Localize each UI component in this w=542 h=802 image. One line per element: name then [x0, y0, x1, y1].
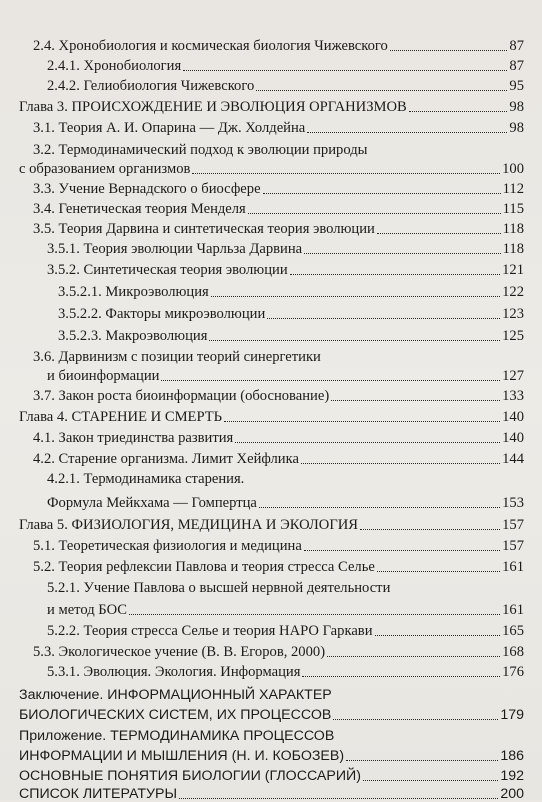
dot-leader [256, 90, 507, 91]
toc-entry-3-5-2-3 [58, 324, 524, 344]
toc-page-number: 100 [502, 161, 524, 177]
toc-title: 3.5. Теория Дарвина и синтетическая теория эволюции [33, 221, 375, 237]
toc-chapter-3 [19, 95, 524, 115]
toc-page-number: 118 [502, 221, 524, 237]
toc-conclusion [19, 703, 524, 723]
toc-title: 3.5.1. Теория эволюции Чарльза Дарвина [47, 241, 303, 257]
dot-leader [360, 529, 500, 530]
toc-title: 3.5.2.1. Микроэволюция [58, 284, 209, 300]
dot-leader [409, 111, 508, 112]
toc-page-number: 200 [500, 786, 524, 802]
dot-leader [304, 253, 501, 254]
dot-leader [333, 719, 498, 720]
toc-title: 2.4. Хронобиология и космическая биология Чижевского [33, 38, 388, 54]
toc-title: Глава 5. ФИЗИОЛОГИЯ, МЕДИЦИНА И ЭКОЛОГИЯ [19, 517, 359, 533]
dot-leader [301, 463, 500, 464]
dot-leader [375, 635, 501, 636]
toc-entry-3-5-2-2 [58, 302, 524, 322]
toc-conclusion-line1: Заключение. ИНФОРМАЦИОННЫЙ ХАРАКТЕР [19, 687, 332, 703]
toc-page-number: 125 [502, 328, 524, 344]
dot-leader [290, 274, 500, 275]
toc-title: 3.7. Закон роста биоинформации (обоснование) [33, 388, 330, 404]
toc-title: 5.2.2. Теория стресса Селье и теория НАРО Гаркави [47, 623, 373, 639]
toc-title: и биоинформации [47, 368, 160, 384]
toc-page-number: 121 [502, 262, 524, 278]
toc-entry-5-1 [33, 534, 524, 554]
dot-leader [363, 780, 498, 781]
dot-leader [209, 340, 500, 341]
dot-leader [377, 233, 501, 234]
toc-title: 3.5.2. Синтетическая теория эволюции [47, 262, 288, 278]
toc-entry-5-3 [33, 640, 524, 660]
toc-page-number: 87 [509, 58, 524, 74]
toc-page-number: 122 [502, 284, 524, 300]
toc-title: с образованием организмов [19, 161, 191, 177]
dot-leader [259, 507, 500, 508]
toc-title: БИОЛОГИЧЕСКИХ СИСТЕМ, ИХ ПРОЦЕССОВ [19, 707, 332, 723]
toc-page-number: 161 [502, 602, 524, 618]
toc-title: СПИСОК ЛИТЕРАТУРЫ [19, 786, 178, 802]
toc-entry-4-1 [33, 426, 524, 446]
toc-page-number: 98 [509, 120, 524, 136]
toc-title: ОСНОВНЫЕ ПОНЯТИЯ БИОЛОГИИ (ГЛОССАРИЙ) [19, 768, 361, 784]
toc-page-number: 153 [502, 495, 524, 511]
toc-entry-3-6-line1: 3.6. Дарвинизм с позиции теорий синергетики [33, 349, 321, 365]
toc-entry-3-4 [33, 197, 524, 217]
dot-leader [192, 173, 500, 174]
toc-title: 3.3. Учение Вернадского о биосфере [33, 181, 261, 197]
toc-page-number: 192 [500, 768, 524, 784]
dot-leader [224, 421, 500, 422]
toc-chapter-5 [19, 513, 524, 533]
toc-entry-3-3 [33, 177, 524, 197]
toc-entry-2-4 [33, 34, 524, 54]
toc-entry-5-3-1 [47, 660, 524, 680]
toc-entry-2-4-1 [47, 54, 524, 74]
toc-page-number: 127 [502, 368, 524, 384]
toc-page-number: 112 [502, 181, 524, 197]
toc-entry-3-2-line1: 3.2. Термодинамический подход к эволюции природы [33, 142, 368, 158]
dot-leader [211, 296, 500, 297]
toc-title: и метод БОС [47, 602, 128, 618]
dot-leader [179, 798, 498, 799]
dot-leader [129, 614, 500, 615]
toc-chapter-4 [19, 405, 524, 425]
toc-entry-3-5-2-1 [58, 280, 524, 300]
toc-title: 5.3.1. Эволюция. Экология. Информация [47, 664, 301, 680]
dot-leader [390, 50, 508, 51]
toc-entry-5-2-1 [47, 598, 524, 618]
toc-page-number: 176 [502, 664, 524, 680]
toc-bibliography [19, 782, 524, 802]
dot-leader [327, 656, 500, 657]
toc-page-number: 123 [502, 306, 524, 322]
toc-entry-3-7 [33, 384, 524, 404]
toc-entry-4-2-1 [47, 491, 524, 511]
toc-entry-5-2 [33, 555, 524, 575]
toc-title: 3.4. Генетическая теория Менделя [33, 201, 246, 217]
dot-leader [331, 400, 500, 401]
toc-page-number: 168 [502, 644, 524, 660]
toc-title: 2.4.1. Хронобиология [47, 58, 182, 74]
toc-appendix-line1: Приложение. ТЕРМОДИНАМИКА ПРОЦЕССОВ [19, 728, 335, 744]
toc-title: 3.5.2.2. Факторы микроэволюции [58, 306, 266, 322]
toc-title: 5.1. Теоретическая физиология и медицина [33, 538, 302, 554]
toc-title: Глава 4. СТАРЕНИЕ И СМЕРТЬ [19, 409, 223, 425]
toc-page-number: 157 [502, 538, 524, 554]
dot-leader [183, 70, 507, 71]
toc-entry-4-2-1-line1: 4.2.1. Термодинамика старения. [47, 471, 245, 487]
toc-entry-3-2 [19, 157, 524, 177]
toc-title: 5.3. Экологическое учение (В. В. Егоров, 2000) [33, 644, 326, 660]
dot-leader [377, 571, 500, 572]
toc-entry-5-2-1-line1: 5.2.1. Учение Павлова о высшей нервной деятельности [47, 580, 391, 596]
dot-leader [263, 193, 501, 194]
toc-page-number: 144 [502, 451, 524, 467]
toc-title: 5.2. Теория рефлексии Павлова и теория стресса Селье [33, 559, 375, 575]
toc-title: 4.1. Закон триединства развития [33, 430, 234, 446]
dot-leader [267, 318, 500, 319]
toc-title: 4.2. Старение организма. Лимит Хейфлика [33, 451, 299, 467]
toc-appendix [19, 744, 524, 764]
toc-page-number: 161 [502, 559, 524, 575]
dot-leader [307, 132, 507, 133]
toc-page-number: 140 [502, 430, 524, 446]
toc-page-number: 157 [502, 517, 524, 533]
dot-leader [302, 676, 500, 677]
toc-entry-4-2 [33, 447, 524, 467]
dot-leader [346, 760, 498, 761]
toc-title: ИНФОРМАЦИИ И МЫШЛЕНИЯ (Н. И. КОБОЗЕВ) [19, 748, 345, 764]
toc-entry-3-5-2 [47, 258, 524, 278]
toc-title: 3.1. Теория А. И. Опарина — Дж. Холдейна [33, 120, 306, 136]
toc-page-number: 179 [500, 707, 524, 723]
dot-leader [161, 380, 500, 381]
toc-page-number: 165 [502, 623, 524, 639]
toc-page-number: 186 [500, 748, 524, 764]
toc-entry-2-4-2 [47, 74, 524, 94]
toc-page-number: 95 [509, 78, 524, 94]
toc-title: 3.5.2.3. Макроэволюция [58, 328, 208, 344]
toc-entry-3-5-1 [47, 237, 524, 257]
toc-glossary [19, 764, 524, 784]
toc-entry-3-6 [47, 364, 524, 384]
toc-title: 2.4.2. Гелиобиология Чижевского [47, 78, 255, 94]
toc-page-number: 118 [502, 241, 524, 257]
toc-page-number: 133 [502, 388, 524, 404]
toc-entry-3-1 [33, 116, 524, 136]
toc-page-number: 98 [509, 99, 524, 115]
dot-leader [304, 550, 500, 551]
toc-page-number: 115 [502, 201, 524, 217]
toc-page-number: 87 [509, 38, 524, 54]
dot-leader [248, 213, 501, 214]
toc-title: Формула Мейкхама — Гомпертца [47, 495, 257, 511]
toc-entry-3-5 [33, 217, 524, 237]
dot-leader [235, 442, 500, 443]
toc-title: Глава 3. ПРОИСХОЖДЕНИЕ И ЭВОЛЮЦИЯ ОРГАНИЗМОВ [19, 99, 407, 115]
toc-entry-5-2-2 [47, 619, 524, 639]
toc-page-number: 140 [502, 409, 524, 425]
